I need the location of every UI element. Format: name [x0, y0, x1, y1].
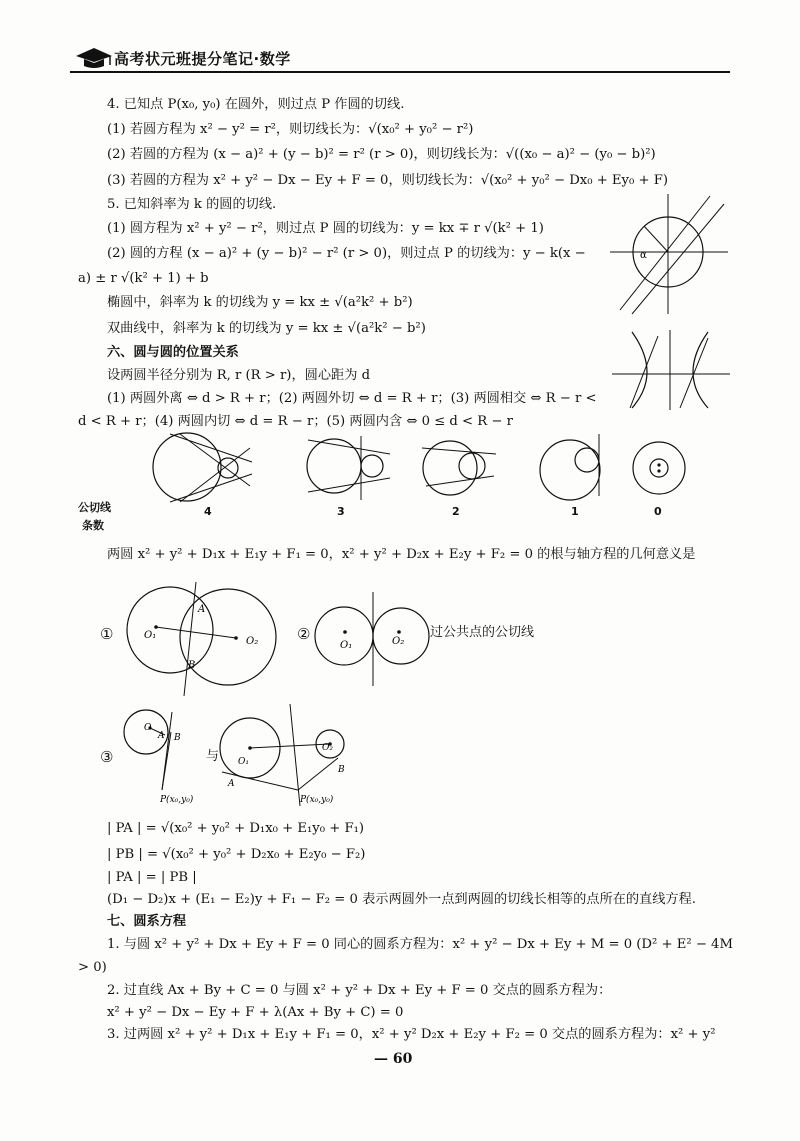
and-label: 与 [206, 749, 220, 764]
svg-text:P(x₀,y₀): P(x₀,y₀) [160, 795, 194, 805]
svg-text:O₁: O₁ [340, 640, 353, 651]
page-number: — 60 [374, 1051, 413, 1067]
svg-text:O₂: O₂ [322, 743, 333, 753]
mortarboard-icon [74, 44, 114, 70]
section-heading: 六、圆与圆的位置关系 [107, 345, 239, 360]
text-line: | PA | = | PB | [107, 870, 197, 885]
count-label: 条数 [82, 519, 104, 532]
text-line: 两圆 x² + y² + D₁x + E₁y + F₁ = 0，x² + y² + D₂x + E₂y + F₂ = 0 的根与轴方程的几何意义是 [107, 547, 696, 562]
hyperbola-figure [612, 330, 732, 410]
section-heading: 七、圆系方程 [107, 914, 187, 929]
marker-1: ① [100, 625, 114, 643]
svg-text:B: B [188, 660, 196, 671]
tangent-count: 2 [452, 505, 460, 518]
tangents-two [422, 441, 496, 495]
text-line: 设两圆半径分别为 R, r (R > r)，圆心距为 d [107, 368, 371, 383]
svg-text:A: A [198, 604, 206, 615]
text-line: | PA | = √(x₀² + y₀² + D₁x₀ + E₁y₀ + F₁) [107, 821, 365, 836]
header-title: 高考状元班提分笔记·数学 [114, 50, 291, 68]
text-line: a) ± r √(k² + 1) + b [78, 271, 209, 286]
text-line: (D₁ − D₂)x + (E₁ − E₂)y + F₁ − F₂ = 0 表示两圆外一点到两圆的切线长相等的点所在的直线方程. [107, 892, 696, 907]
svg-text:B: B [174, 733, 181, 743]
common-tangents-figure [70, 430, 710, 535]
text-line: (1) 若圆方程为 x² − y² = r²，则切线长为：√(x₀² + y₀² − r²) [107, 122, 474, 137]
text-line: 3. 过两圆 x² + y² + D₁x + E₁y + F₁ = 0，x² + y² D₂x + E₂y + F₂ = 0 交点的圆系方程为：x² + y² [107, 1027, 716, 1042]
page-header [70, 44, 730, 72]
tangent-count: 4 [204, 505, 212, 518]
text-line: 1. 与圆 x² + y² + Dx + Ey + F = 0 同心的圆系方程为：x² + y² − Dx + Ey + M = 0 (D² + E² − 4M [107, 937, 733, 952]
tangents-zero [633, 442, 685, 494]
tangent-slope-figure [610, 190, 730, 315]
text-line: 双曲线中，斜率为 k 的切线为 y = kx ± √(a²k² − b²) [107, 321, 426, 336]
radical-axis-intersecting-figure [118, 580, 278, 700]
marker-3: ③ [100, 748, 114, 766]
common-tangent-label: 公切线 [78, 501, 111, 514]
text-line: | PB | = √(x₀² + y₀² + D₂x₀ + E₂y₀ − F₂) [107, 847, 366, 862]
svg-text:O₁: O₁ [144, 630, 157, 641]
tangents-one [540, 434, 600, 500]
svg-text:A: A [158, 731, 165, 741]
svg-text:B: B [338, 765, 345, 775]
tangent-length-single-figure [118, 706, 198, 806]
alpha-label: α [640, 250, 647, 261]
marker-2: ② [297, 625, 311, 643]
tangent-length-two-circles-figure [214, 702, 364, 808]
tangents-four [153, 433, 252, 502]
tangent-count: 0 [654, 505, 662, 518]
text-line: 椭圆中，斜率为 k 的切线为 y = kx ± √(a²k² + b²) [107, 295, 413, 310]
text-line: x² + y² − Dx − Ey + F + λ(Ax + By + C) = 0 [107, 1005, 404, 1020]
text-line: (2) 圆的方程 (x − a)² + (y − b)² − r² (r > 0)，则过点 P 的切线为：y − k(x − [107, 246, 586, 261]
text-line: 4. 已知点 P(x₀, y₀) 在圆外，则过点 P 作圆的切线. [107, 97, 405, 112]
text-line: > 0) [78, 960, 107, 975]
text-line: (1) 两圆外离 ⇔ d > R + r；(2) 两圆外切 ⇔ d = R + r；(3) 两圆相交 ⇔ R − r < [107, 391, 597, 406]
svg-text:O₂: O₂ [246, 636, 259, 647]
text-line: 5. 已知斜率为 k 的圆的切线. [107, 197, 277, 212]
radical-axis-tangent-figure [312, 590, 432, 690]
text-line: 2. 过直线 Ax + By + C = 0 与圆 x² + y² + Dx + Ey + F = 0 交点的圆系方程为： [107, 983, 612, 998]
tangent-note: 过公共点的公切线 [430, 625, 535, 640]
tangents-three [307, 436, 390, 500]
svg-text:O: O [144, 723, 152, 733]
svg-text:O₂: O₂ [392, 636, 405, 647]
header-divider [70, 71, 730, 73]
text-line: d < R + r；(4) 两圆内切 ⇔ d = R − r；(5) 两圆内含 ⇔ 0 ≤ d < R − r [78, 414, 513, 429]
text-line: (3) 若圆的方程为 x² + y² − Dx − Ey + F = 0，则切线长为：√(x₀² + y₀² − Dx₀ + Ey₀ + F) [107, 173, 669, 188]
tangent-count: 3 [337, 505, 345, 518]
svg-text:A: A [228, 779, 235, 789]
tangent-count: 1 [571, 505, 579, 518]
svg-text:O₁: O₁ [238, 757, 249, 767]
text-line: (2) 若圆的方程为 (x − a)² + (y − b)² = r² (r > 0)，则切线长为：√((x₀ − a)² − (y₀ − b)²) [107, 147, 656, 162]
svg-text:P(x₀,y₀): P(x₀,y₀) [300, 795, 334, 805]
text-line: (1) 圆方程为 x² + y² − r²，则过点 P 圆的切线为：y = kx ∓ r √(k² + 1) [107, 221, 544, 236]
